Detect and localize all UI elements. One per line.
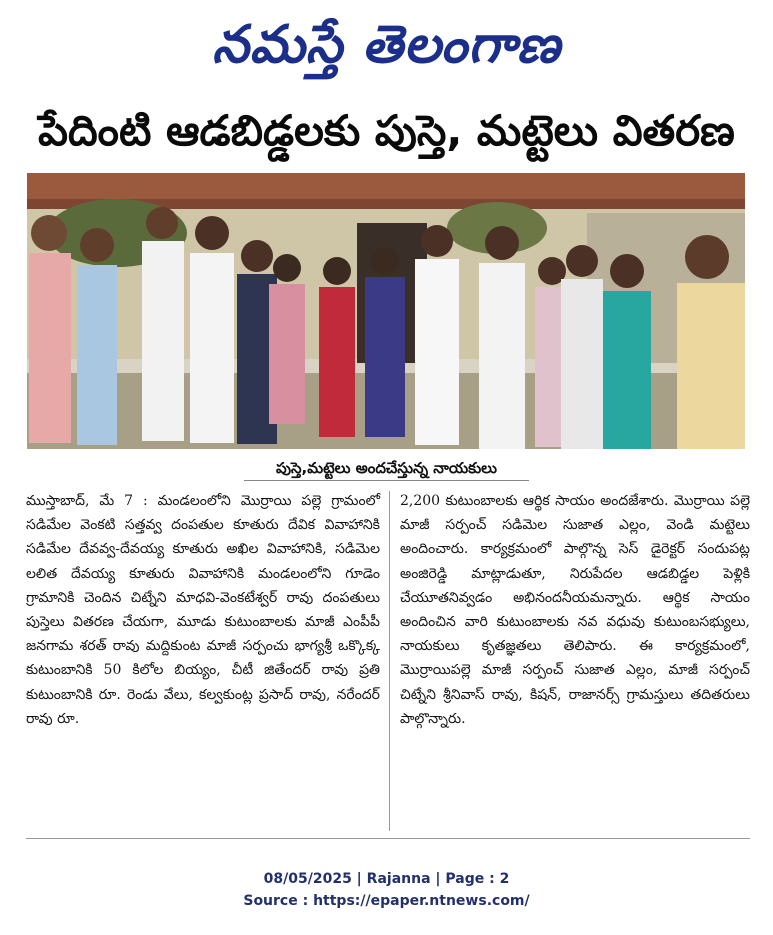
article-column-right — [400, 489, 750, 731]
footer-date-edition: 08/05/2025 | Rajanna | Page : 2 — [263, 871, 510, 887]
article-headline: పేదింటి ఆడబిడ్డలకు పుస్తె, మట్టెలు వితరణ — [38, 106, 735, 155]
footer-source: Source : https://epaper.ntnews.com/ — [243, 893, 530, 909]
article-bottom-rule — [26, 838, 750, 839]
column-divider — [389, 491, 390, 831]
article-text-right: 2,200 కుటుంబాలకు ఆర్థిక సాయం అందజేశారు. మొర్రాయి పల్లె మాజీ సర్పంచ్ సడిమెల సుజాత ఎల్లం, వెండి మట్టెలు అందించారు. కార్యక్రమంలో పాల్గొన్న సెస్ డైరెక్టర్ సందుపట్ల అంజిరెడ్డి మాట్లాడుతూ, నిరుపేదల ఆడబిడ్డల పెళ్లికి చేయూతనివ్వడం అభినందనీయమన్నారు. ఆర్థిక సాయం అందించిన వారి కుటుంబాలకు నవ వధువు కుటుంబసభ్యులు, నాయకులు కృతజ్ఞతలు తెలిపారు. ఈ కార్యక్రమంలో, మొర్రాయిపల్లె మాజీ సర్పంచ్ సుజాత ఎల్లం, మాజీ సర్పంచ్ చిట్నేని శ్రీనివాస్ రావు, కిషన్, రాజానర్స్ గ్రామస్తులు తదితరులు పాల్గొన్నారు. — [400, 493, 750, 727]
masthead — [0, 2, 773, 88]
article-column-left — [26, 489, 380, 731]
news-photo — [27, 173, 745, 449]
newspaper-logo-title: నమస్తే తెలంగాణ — [212, 14, 561, 75]
photo-illustration — [27, 173, 745, 449]
photo-caption: పుస్తె,మట్టెలు అందచేస్తున్న నాయకులు — [276, 459, 497, 477]
caption-underline — [244, 480, 529, 481]
article-text-left: ముస్తాబాద్, మే 7 : మండలంలోని మొర్రాయి పల్లె గ్రామంలో సడిమేల వెంకటి సత్తవ్వ దంపతుల కూతురు దేవిక వివాహానికి సడిమేల దేవవ్వ-దేవయ్య కూతురు అఖిల వివాహానికి, సడిమెల లలిత దేవయ్య కూతురు వివాహానికి మండలంలోని గూడెం గ్రామానికి చెందిన చిట్నేని మాధవి-వెంకటేశ్వర్ రావు దంపతులు పుస్తెలు వితరణ చేయగా, మూడు కుటుంబాలకు మాజీ ఎంపీపీ జనగామ శరత్ రావు మద్దికుంట మాజీ సర్పంచు భాగ్యశ్రీ ఒక్కొక్క కుటుంబానికి 50 కిలోల బియ్యం, చీటీ జితేందర్ రావు ప్రతి కుటుంబానికి రూ. రెండు వేలు, కల్వకుంట్ల ప్రసాద్ రావు, నరేందర్ రావు రూ. — [26, 493, 380, 727]
